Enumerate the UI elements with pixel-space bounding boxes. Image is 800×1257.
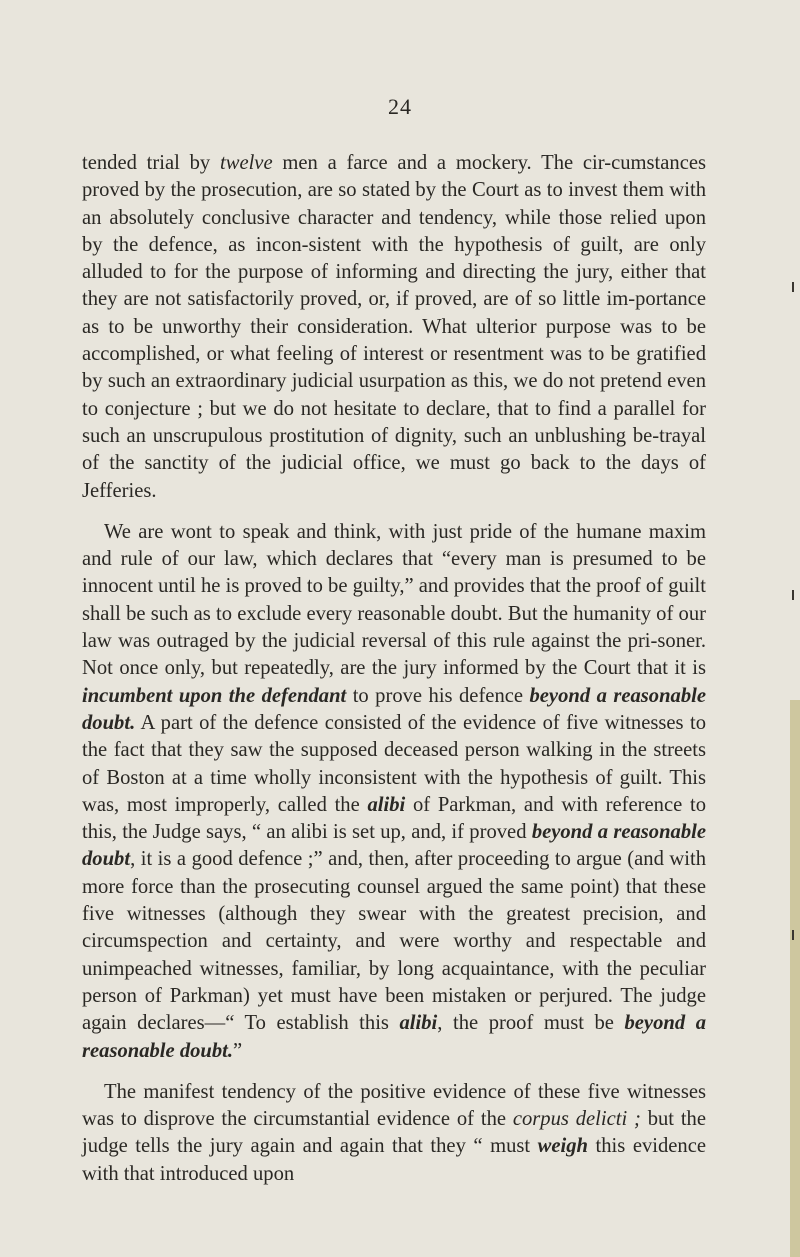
text-run: to prove his defence bbox=[346, 684, 530, 707]
paragraph-1 bbox=[82, 150, 706, 505]
text-run: ” bbox=[233, 1039, 243, 1062]
emphasis-run: incumbent upon the defendant bbox=[82, 684, 347, 707]
text-run: tended trial by bbox=[82, 152, 220, 174]
emphasis-run: alibi bbox=[399, 1012, 438, 1035]
text-run: We are wont to speak and think, with just pride of the humane maxim and rule of our law, which declares that “every man is presumed to be innocent until he is proved to be guilty,” and provides that the proof of guilt shall be such as to exclude every reasonable doubt. But the humanity of our law was outraged by the judicial reversal of this rule against the pri-soner. Not once only, but repeatedly, are the jury informed by the Court that it is bbox=[82, 520, 706, 680]
text-run: men a farce and a mockery. The cir-cumstances proved by the prosecution, are so stated by the Court as to invest them with an absolutely conclusive character and tendency, while those relied upon by the defence, as incon-sistent with the hypothesis of guilt, are only alluded to for the purpose of informing and directing the jury, either that they are not satisfactorily proved, or, if proved, are of so little im-portance as to be unworthy their consideration. What ulterior purpose was to be accomplished, or what feeling of interest or resentment was to be gratified by such an extraordinary judicial usurpation as this, we do not pretend even to conjecture ; but we do not hesitate to declare, that to find a parallel for such an unscrupulous prostitution of dignity, such an unblushing be-trayal of the sanctity of the judicial office, we must go back to the days of Jefferies. bbox=[82, 152, 706, 502]
emphasis-run: beyond a reasonable doubt bbox=[82, 821, 707, 871]
text-run: this evidence with that introduced upon bbox=[82, 1135, 706, 1185]
emphasis-run: twelve bbox=[219, 152, 273, 174]
paragraph-3 bbox=[82, 1079, 706, 1188]
emphasis-run: beyond a reasonable doubt. bbox=[82, 1012, 706, 1062]
emphasis-run: alibi bbox=[367, 793, 406, 816]
text-run: but the judge tells the jury again and again that they “ must bbox=[82, 1108, 706, 1158]
page-number: 24 bbox=[388, 94, 412, 119]
text-run: A part of the defence consisted of the evidence of five witnesses to the fact that they saw the supposed deceased person walking in the streets of Boston at a time wholly inconsistent with the hypothesis of guilt. This was, most improperly, called the bbox=[82, 711, 706, 816]
emphasis-run: beyond a reasonable doubt. bbox=[82, 684, 707, 734]
text-run: The manifest tendency of the positive evidence of these five witnesses was to disprove the circumstantial evidence of the bbox=[82, 1080, 706, 1131]
emphasis-run: corpus delicti ; bbox=[512, 1108, 641, 1131]
paragraph-2 bbox=[82, 519, 706, 1065]
body-text bbox=[82, 150, 706, 1188]
margin-mark bbox=[792, 282, 794, 292]
text-run: of Parkman, and with reference to this, the Judge says, “ an alibi is set up, and, if proved bbox=[82, 793, 706, 844]
margin-mark bbox=[792, 590, 794, 600]
text-run: , the proof must be bbox=[437, 1012, 625, 1035]
margin-mark bbox=[792, 930, 794, 940]
text-run: , it is a good defence ;” and, then, after proceeding to argue (and with more force than the prosecuting counsel argued the same point) that these five witnesses (although they swear with the greatest precision, and circumspection and certainty, and were worthy and respectable and unimpeached witnesses, familiar, by long acquaintance, with the peculiar person of Parkman) yet must have been mistaken or perjured. The judge again declares—“ To establish this bbox=[82, 848, 706, 1035]
emphasis-run: weigh bbox=[537, 1135, 589, 1158]
page-edge-stain bbox=[790, 700, 800, 1257]
